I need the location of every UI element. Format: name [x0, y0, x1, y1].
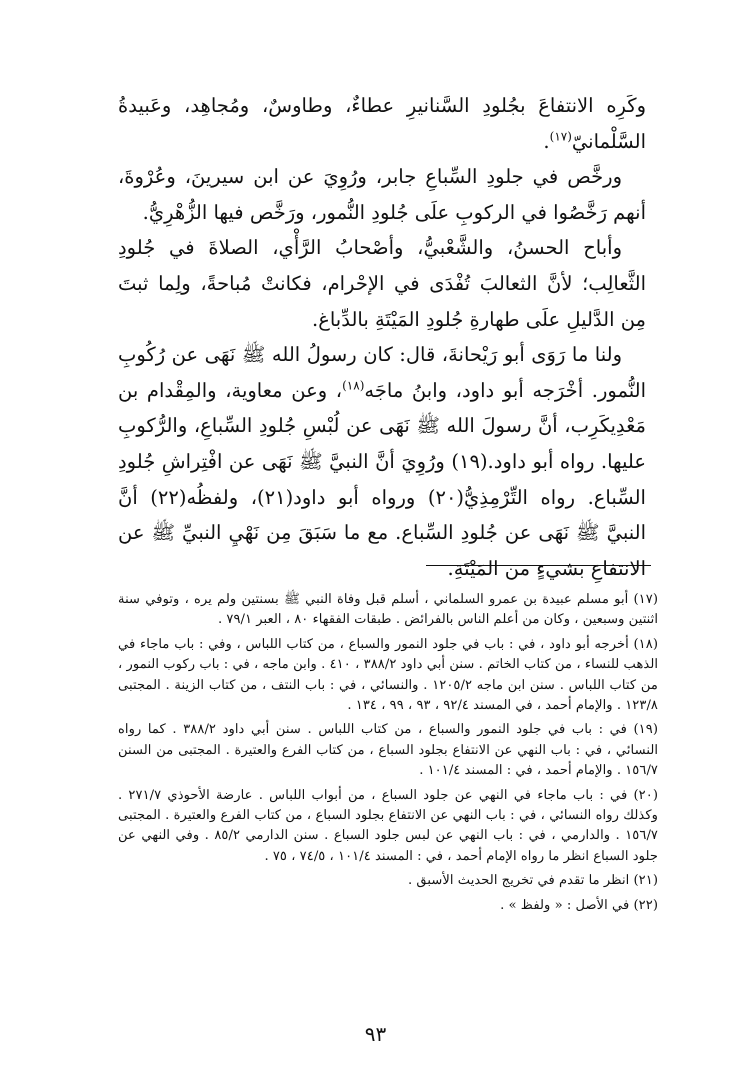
footnote-19: (١٩) في : باب في جلود النمور والسباع ، من كتاب اللباس . سنن أبي داود ٣٨٨/٢ . كما رواه النسائي ، في : باب النهي عن الانتفاع بجلود السباع ، من كتاب الفرع والعتيرة . المجتبى من السنن ١٥٦/٧ . والإمام أحمد ، في : المسند ١٠١/٤ .: [118, 722, 658, 779]
paragraph-text: ولنا ما رَوَى أبو رَيْحانةَ، قال: كان رسولُ الله ﷺ نَهَى عن رُكُوبِ النُّمور. أخْرَجه أبو داود، وابنُ ماجَه: [118, 343, 647, 402]
paragraph-1: [118, 88, 646, 159]
footnote-22: (٢٢) في الأصل : « ولفظ » .: [500, 897, 658, 913]
paragraph-tail: .: [543, 129, 550, 153]
footnote-ref-17: (١٧): [549, 129, 572, 144]
paragraph-tail: ، وعن معاوية، والمِقْدام بن مَعْدِيكَرِب، أنَّ رسولَ الله ﷺ نَهَى عن لُبْسِ جُلودِ السِّباعِ، والرُّكوبِ عليها. رواه أبو داود.(١٩) ورُوِيَ أنَّ النبيَّ ﷺ نَهَى عن افْتِراشِ جُلودِ السِّباع. رواه التِّرْمِذِيُّ(٢٠) ورواه أبو داود(٢١)، ولفظُه(٢٢) أنَّ النبيَّ ﷺ نَهَى عن جُلودِ السِّباع. مع ما سَبَقَ مِن نَهْيِ النبيِّ ﷺ عن الانتفاعِ بشيءٍ من المَيْتَةِ.: [118, 378, 646, 580]
footnote-21: (٢١) انظر ما تقدم في تخريج الحديث الأسبق .: [407, 873, 658, 889]
paragraph-text: وكَرِه الانتفاعَ بجُلودِ السَّنانيرِ عطاءٌ، وطاوسٌ، ومُجاهِد، وعَبيدةُ السَّلْمانيّ: [118, 94, 646, 153]
paragraph-3: وأباح الحسنُ، والشَّعْبيُّ، وأصْحابُ الرَّأْي، الصلاةَ في جُلودِ الثَّعالِب؛ لأنَّ الثعالبَ تُفْدَى في الإحْرام، فكانتْ مُباحةً، ولِما ثبتَ مِن الدَّليلِ علَى طهارةِ جُلودِ المَيْتَةِ بالدِّباغ.: [118, 236, 646, 331]
footnote-20: (٢٠) في : باب ماجاء في النهي عن جلود السباع ، من أبواب اللباس . عارضة الأحوذي ٢٧١/٧ . وكذلك رواه النسائي ، في : باب النهي عن الانتفاع بجلود السباع ، من كتاب الفرع والعتيرة . المجتبى ١٥٦/٧ . والدارمي ، في : باب النهي عن لبس جلود السباع . سنن الدارمي ٨٥/٢ . وفي النهي عن جلود السباع انظر ما رواه الإمام أحمد ، في : المسند ١٠١/٤ ، ٧٤/٥ ، ٧٥ .: [118, 787, 658, 864]
footnote-ref-18: (١٨): [342, 378, 365, 393]
paragraph-2: ورخَّص في جلودِ السِّباعِ جابر، ورُوِيَ عن ابن سيرينَ، وعُرْوةَ، أنهم رَخَّصُوا في الركوبِ علَى جُلودِ النُّمور، ورَخَّص فيها الزُّهْرِيُّ.: [118, 165, 646, 224]
footnote-17: (١٧) أبو مسلم عبيدة بن عمرو السلماني ، أسلم قبل وفاة النبي ﷺ بسنتين ولم يره ، وتوفي سنة اثنتين وسبعين ، وكان من أعلم الناس بالفرائض . طبقات الفقهاء ٨٠ ، العبر ٧٩/١ .: [118, 592, 658, 628]
footnotes: [118, 590, 658, 920]
footnote-18: (١٨) أخرجه أبو داود ، في : باب في جلود النمور والسباع ، من كتاب اللباس ، وفي : باب ماجاء في الذهب للنساء ، من كتاب الخاتم . سنن أبي داود ٣٨٨/٢ ، ٤١٠ . وابن ماجه ، في : باب ركوب النمور ، من كتاب اللباس . سنن ابن ماجه ١٢٠٥/٢ . والنسائي ، في : باب النتف ، من كتاب الزينة . المجتبى ١٢٣/٨ . والإمام أحمد ، في المسند ٩٢/٤ ، ٩٣ ، ٩٩ ، ١٣٤ .: [118, 636, 658, 714]
paragraph-4: [118, 337, 646, 586]
footnote-divider: [426, 565, 651, 566]
page-number: ٩٣: [364, 1022, 387, 1046]
main-text: [118, 88, 646, 586]
